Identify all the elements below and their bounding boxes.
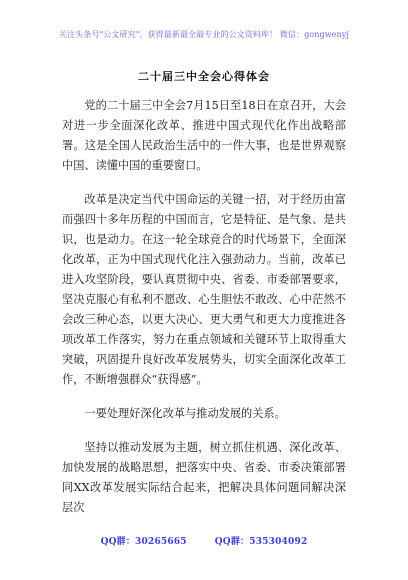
header-promo-note: 关注头条号"公文研究"，获得最新最全最专业的公文资料库！ 微信：gongwenyj xyxy=(59,30,349,39)
footer-qq-group-2: QQ群：535304092 xyxy=(214,537,308,547)
paragraph: 坚持以推动发展为主题，树立抓住机遇、深化改革、加快发展的战略思想，把落实中央、省委、市委决策部署同XX改革发展实际结合起来，把解决具体问题同解决深层次 xyxy=(62,441,346,514)
paragraph: 改革是决定当代中国命运的关键一招，对于经历由富而强四十多年历程的中国而言，它是特征、是气象、是共识，也是动力。在这一轮全球竞合的时代场景下，全面深化改革，正为中国式现代化注入强劲动力。当前，改革已进入攻坚阶段，要认真贯彻中央、省委、市委部署要求，坚决克服心有私利不愿改、心生胆怯不敢改、心中茫然不会改三种心态，以更大决心、更大勇气和更大力度推进各项改革工作落实，努力在重点领域和关键环节上取得重大突破，巩固提升良好改革发展势头，切实全面深化改革工作，不断增强群众“获得感”。 xyxy=(62,193,346,386)
paragraph: 一要处理好深化改革与推动发展的关系。 xyxy=(84,407,286,420)
document-body xyxy=(62,96,346,532)
document-title: 二十届三中全会心得体会 xyxy=(138,70,270,83)
footer-contact xyxy=(0,534,408,547)
footer-qq-group-1: QQ群：30265665 xyxy=(100,537,187,547)
paragraph: 党的二十届三中全会7月15日至18日在京召开，大会对进一步全面深化改革、推进中国式现代化作出战略部署。这是全国人民政治生活中的一件大事，也是世界观察中国、读懂中国的重要窗口。 xyxy=(62,99,346,172)
